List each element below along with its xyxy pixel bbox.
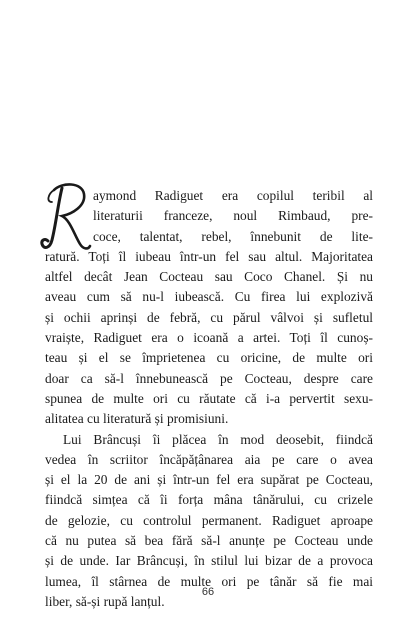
text-line: că nu putea să bea fără să-l anunțe pe Cocteau unde xyxy=(45,533,373,549)
text-line: coce, talentat, rebel, înnebunit de lite- xyxy=(93,228,373,244)
text-line: lumea, îl stârnea de multe ori pe tânăr să fie mai xyxy=(45,573,373,589)
text-line: fiindcă simțea că îi forța mâna tânărului, cu crizele xyxy=(45,492,373,508)
text-line: Lui Brâncuși îi plăcea în mod deosebit, fiindcă xyxy=(63,431,373,447)
text-line: aymond Radiguet era copilul teribil al xyxy=(93,188,373,203)
text-line: și de unde. Iar Brâncuși, în stilul lui bizar de a provoca xyxy=(45,553,373,569)
text-line: vedea în scriitor încăpățânarea aia pe care o avea xyxy=(45,451,373,467)
text-line: și ochii aprinși de febră, cu părul vâlvoi și sufletul xyxy=(45,309,373,325)
text-line: teau și el se împrietenea cu oricine, de multe ori xyxy=(45,350,373,366)
text-line: ratură. Toți îl iubeau într-un fel sau altul. Majoritatea xyxy=(45,248,373,264)
text-line: vraiște, Radiguet era o icoană a artei. Toți îl cunoș- xyxy=(45,330,373,346)
text-line: de gelozie, cu controlul permanent. Radiguet aproape xyxy=(45,512,373,528)
text-line: altfel decât Jean Cocteau sau Coco Chanel. Și nu xyxy=(45,269,373,285)
text-line: liber, să-și rupă lanțul. xyxy=(45,593,165,609)
body-text xyxy=(45,186,373,612)
text-line: și el la 20 de ani și într-un fel era supărat pe Cocteau, xyxy=(45,472,373,488)
text-line: literaturii franceze, noul Rimbaud, pre- xyxy=(93,208,373,224)
text-line: alitatea cu literatură și promisiuni. xyxy=(45,411,229,427)
text-line: doar ca să-l înnebunească pe Cocteau, despre care xyxy=(45,370,373,386)
page-number: 66 xyxy=(201,586,215,598)
text-line: aveau cum să nu-l iubească. Cu firea lui explozivă xyxy=(45,289,373,305)
text-line: spunea de multe ori cu răutate că i-a pervertit sexu- xyxy=(45,390,373,406)
